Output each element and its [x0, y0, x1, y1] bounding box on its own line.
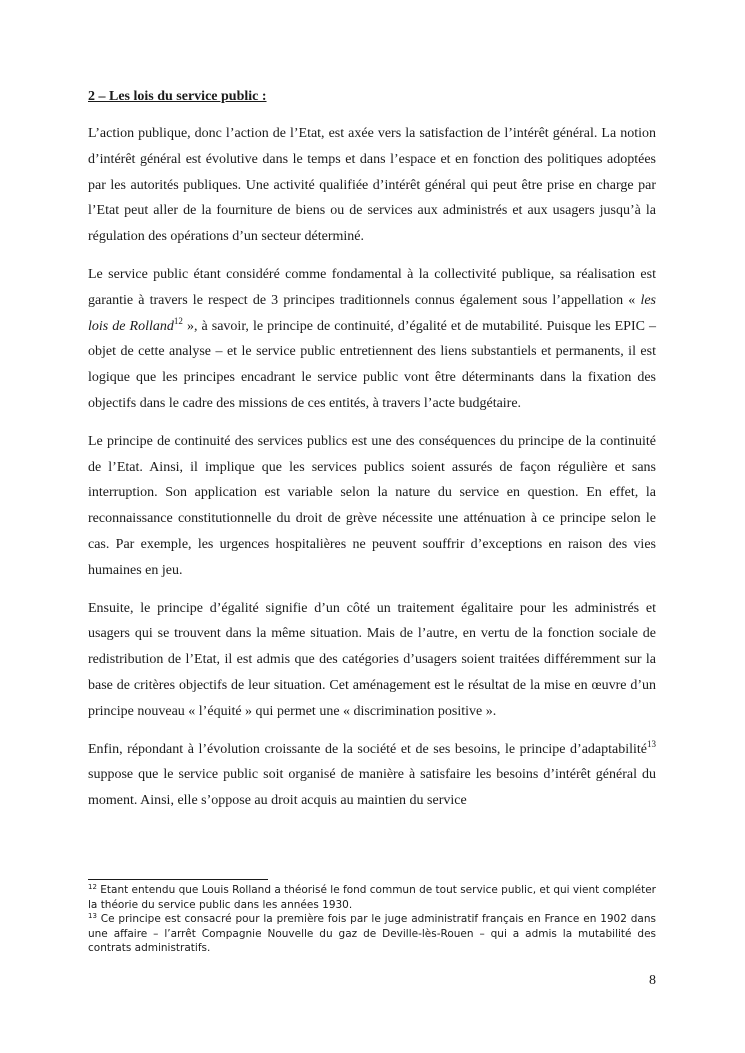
paragraph-egalite [88, 596, 656, 725]
paragraph-text: Ensuite, le principe d’égalité signifie d’un côté un traitement égalitaire pour les administrés et usagers qui se trouvent dans la même situation. Mais de l’autre, en vertu de la fonction sociale de redistribution de l’Etat, il est admis que des catégories d’usagers soient traitées différemment sur la base de critères objectifs de leur situation. Cet aménagement est le résultat de la mise en œuvre d’un principe nouveau « l’équité » qui permet une « discrimination positive ». [88, 600, 656, 719]
page-number: 8 [649, 973, 656, 988]
document-page [88, 0, 656, 1053]
italic-term-lois-de-rolland: les lois de Rolland [88, 292, 656, 334]
paragraph-text: », à savoir, le principe de continuité, d’égalité et de mutabilité. Puisque les EPIC – objet de cette analyse – et le service public entretiennent des liens substantiels et permanents, il est logique que les principes encadrant le service public vont être déterminants dans la fixation des objectifs dans le cadre des missions de ces entités, à travers l’acte budgétaire. [88, 318, 656, 411]
footnote-ref-12: 12 [173, 315, 183, 326]
footnote-12 [88, 883, 656, 912]
footnote-number: 12 [88, 883, 97, 891]
paragraph-text: L’action publique, donc l’action de l’Etat, est axée vers la satisfaction de l’intérêt général. La notion d’intérêt général est évolutive dans le temps et dans l’espace et en fonction des politiques adoptées par les autorités publiques. Une activité qualifiée d’intérêt général qui peut être prise en charge par l’Etat peut aller de la fourniture de biens ou de services aux administrés et aux usagers jusqu’à la régulation des opérations d’un secteur déterminé. [88, 126, 656, 245]
paragraph-lois-rolland [88, 262, 656, 417]
paragraph-text: suppose que le service public soit organisé de manière à satisfaire les besoins d’intérêt général du moment. Ainsi, elle s’oppose au droit acquis au maintien du service [88, 767, 656, 809]
footnote-separator [88, 879, 268, 880]
paragraph-action-publique [88, 121, 656, 250]
paragraph-continuite [88, 429, 656, 584]
footnote-text: Ce principe est consacré pour la première fois par le juge administratif français en France en 1902 dans une affaire – l’arrêt Compagnie Nouvelle du gaz de Deville-lès-Rouen – qui a admis la mutabilité des contrats administratifs. [88, 913, 656, 955]
footnote-ref-13: 13 [647, 738, 656, 749]
paragraph-adaptabilite [88, 737, 656, 814]
footnote-number: 13 [88, 912, 97, 921]
paragraph-text: Le principe de continuité des services publics est une des conséquences du principe de la continuité de l’Etat. Ainsi, il implique que les services publics soient assurés de façon régulière et sans interruption. Son application est variable selon la nature du service en question. En effet, la reconnaissance constitutionnelle du droit de grève nécessite une atténuation à ce principe selon le cas. Par exemple, les urgences hospitalières ne peuvent souffrir d’exceptions en raison des vies humaines en jeu. [88, 433, 656, 578]
footnote-text: Etant entendu que Louis Rolland a théorisé le fond commun de tout service public, et qui vient compléter la théorie du service public dans les années 1930. [88, 884, 656, 911]
paragraph-text: Enfin, répondant à l’évolution croissante de la société et de ses besoins, le principe d’adaptabilité [88, 741, 647, 757]
body-text [88, 121, 656, 826]
section-heading: 2 – Les lois du service public : [88, 89, 267, 104]
footnotes [88, 883, 656, 956]
paragraph-text: Le service public étant considéré comme fondamental à la collectivité publique, sa réalisation est garantie à travers le respect de 3 principes traditionnels connus également sous l’appellation « [88, 266, 656, 308]
footnote-13 [88, 912, 656, 956]
